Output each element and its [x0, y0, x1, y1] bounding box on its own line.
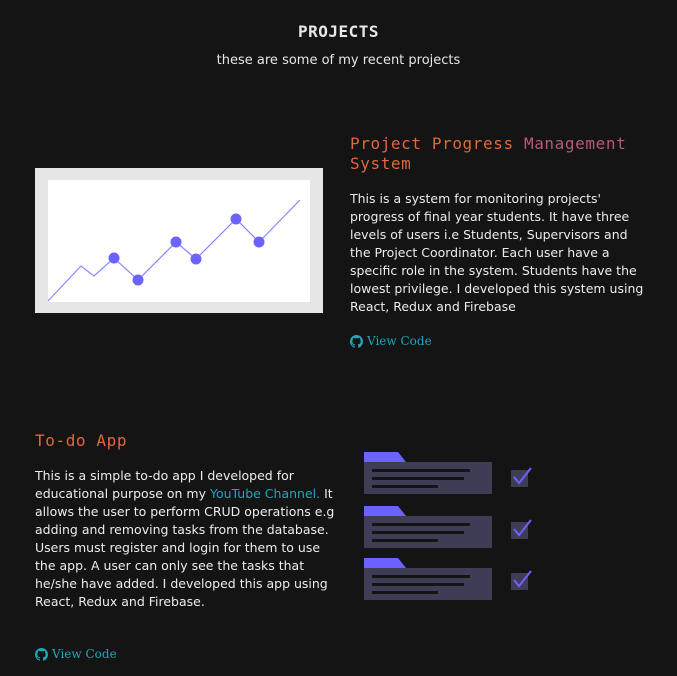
- project-title: To-do App: [35, 431, 128, 450]
- task-list-illustration: [362, 452, 542, 602]
- view-code-label: View Code: [52, 647, 117, 661]
- project-title-part3: System: [350, 154, 412, 173]
- project-title-part1: Project Progress: [350, 134, 524, 153]
- view-code-label: View Code: [367, 334, 432, 348]
- task-card: [364, 506, 531, 548]
- section-title: PROJECTS: [297, 22, 380, 41]
- view-code-link[interactable]: [350, 334, 432, 348]
- github-icon: [35, 648, 48, 661]
- chart-point: [109, 253, 120, 264]
- section-subtitle: these are some of my recent projects: [216, 53, 461, 68]
- project-description: This is a system for monitoring projects' progress of final year students. It have three levels of users i.e Students, Supervisors and the Project Coordinator. Each user have a specific role in the system. Students have the lowest privilege. I developed this system using React, Redux and Firebase: [350, 191, 644, 314]
- chart-point: [171, 237, 182, 248]
- chart-point: [231, 214, 242, 225]
- task-card: [364, 452, 531, 494]
- chart-point: [191, 254, 202, 265]
- task-card: [364, 558, 531, 600]
- github-icon: [350, 335, 363, 348]
- chart-point: [133, 275, 144, 286]
- youtube-channel-link[interactable]: YouTube Channel.: [209, 486, 321, 501]
- description-text: It allows the user to perform CRUD operations e.g adding and removing tasks from the database. Users must register and login for them to use the app. A user can only see the tasks that he/she have added. I developed this app using React, Redux and Firebase.: [35, 486, 335, 609]
- line-chart-illustration: [35, 168, 323, 313]
- chart-point: [254, 237, 265, 248]
- project-title-part2: Management: [523, 134, 627, 153]
- description-text: This is a simple to-do app I developed for educational purpose on my: [35, 468, 294, 501]
- view-code-link[interactable]: [35, 647, 117, 661]
- project-description: [35, 467, 335, 611]
- project-title: [350, 134, 650, 174]
